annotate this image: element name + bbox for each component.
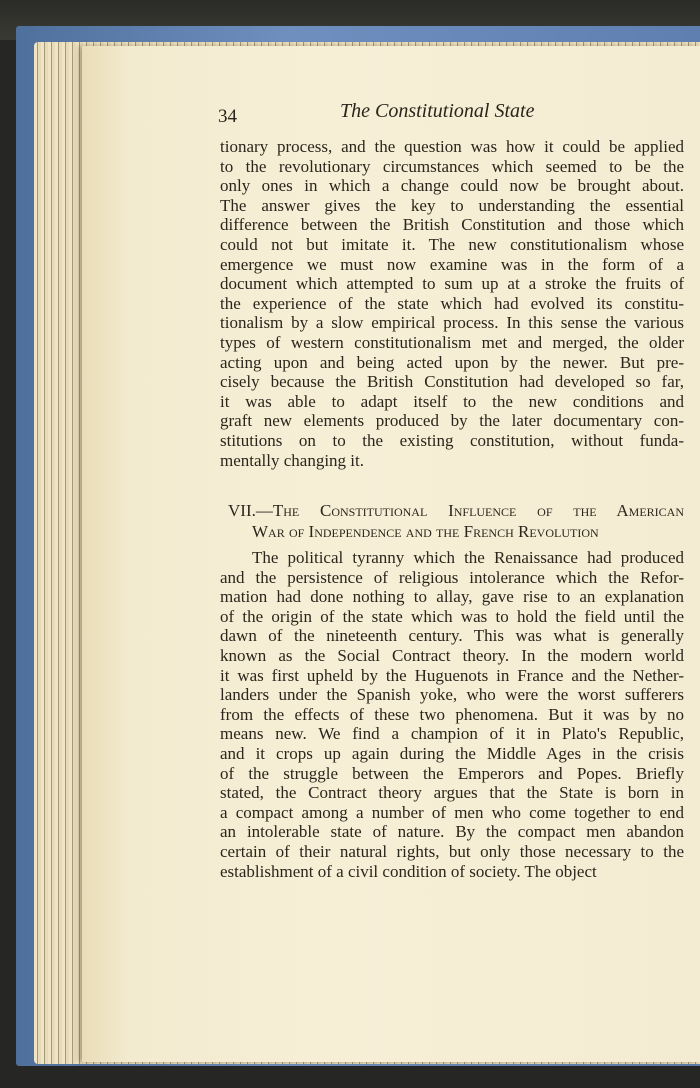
text-line: emergence we must now examine was in the form of a [220, 254, 684, 274]
text-line: dawn of the nineteenth century. This was what is generally [220, 626, 684, 646]
text-line: difference between the British Constitution and those which [220, 215, 684, 235]
page-header [218, 100, 678, 128]
text-line: from the effects of these two phenomena. But it was by no [220, 704, 684, 724]
text-line: The political tyranny which the Renaissance had produced [252, 548, 684, 567]
text-line: an intolerable state of nature. By the compact men abandon [220, 822, 684, 842]
text-line: stitutions on to the existing constitution, without funda- [220, 430, 684, 450]
text-line: certain of their natural rights, but only those necessary to the [220, 841, 684, 861]
text-line: it was first upheld by the Huguenots in France and the Nether- [220, 665, 684, 685]
text-line: graft new elements produced by the later documentary con- [220, 411, 684, 431]
paragraph-2 [220, 548, 684, 881]
text-line: only ones in which a change could now be brought about. [220, 176, 684, 196]
running-title: The Constitutional State [340, 100, 535, 122]
text-line: tionalism by a slow empirical process. In this sense the various [220, 313, 684, 333]
text-line: known as the Social Contract theory. In the modern world [220, 645, 684, 665]
section-heading-line-1: VII.—The Constitutional Influence of the American [228, 501, 684, 520]
section-heading [228, 500, 684, 542]
text-line: of the struggle between the Emperors and Popes. Briefly [220, 763, 684, 783]
text-line: landers under the Spanish yoke, who were the worst sufferers [220, 685, 684, 705]
text-line: could not but imitate it. The new constitutionalism whose [220, 234, 684, 254]
page-number: 34 [218, 106, 237, 127]
text-line: establishment of a civil condition of society. The object [220, 861, 597, 881]
text-line: to the revolutionary circumstances which seemed to be the [220, 156, 684, 176]
text-line: cisely because the British Constitution had developed so far, [220, 372, 684, 392]
text-line: mation had done nothing to allay, gave rise to an explanation [220, 587, 684, 607]
text-line: types of western constitutionalism met and merged, the older [220, 332, 684, 352]
text-line: a compact among a number of men who come together to end [220, 802, 684, 822]
text-line: acting upon and being acted upon by the newer. But pre- [220, 352, 684, 372]
text-line: stated, the Contract theory argues that the State is born in [220, 783, 684, 803]
text-line: The answer gives the key to understanding the essential [220, 195, 684, 215]
section-heading-line-2: War of Independence and the French Revolution [252, 522, 599, 541]
text-line: and it crops up again during the Middle Ages in the crisis [220, 743, 684, 763]
text-line: document which attempted to sum up at a stroke the fruits of [220, 274, 684, 294]
text-line: mentally changing it. [220, 450, 364, 470]
text-line: of the origin of the state which was to hold the field until the [220, 606, 684, 626]
text-line: means new. We find a champion of it in Plato's Republic, [220, 724, 684, 744]
paragraph-1 [220, 137, 684, 470]
text-line: it was able to adapt itself to the new conditions and [220, 391, 684, 411]
text-line: tionary process, and the question was how it could be applied [220, 137, 684, 156]
text-line: the experience of the state which had evolved its constitu- [220, 293, 684, 313]
text-line: and the persistence of religious intolerance which the Refor- [220, 567, 684, 587]
